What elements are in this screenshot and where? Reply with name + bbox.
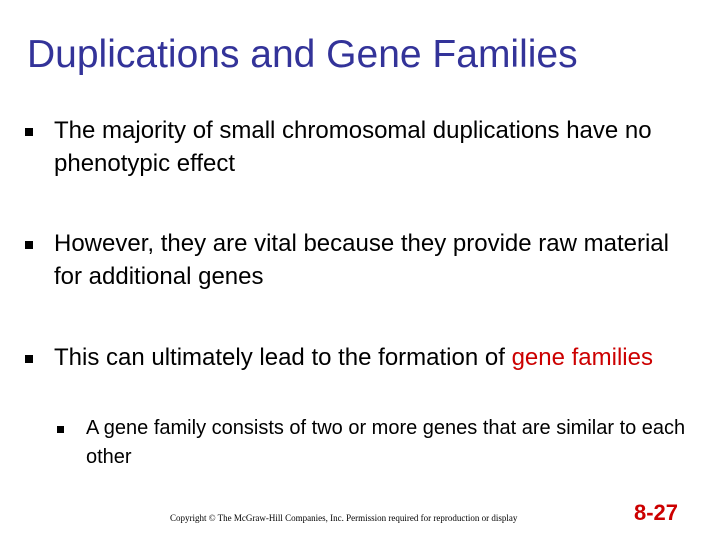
bullet-item: However, they are vital because they provide raw material for additional genes	[54, 230, 669, 290]
slide-title: Duplications and Gene Families	[27, 33, 578, 76]
bullet-item: The majority of small chromosomal duplications have no phenotypic effect	[54, 117, 652, 177]
bullet-marker	[25, 241, 33, 249]
highlighted-term: gene families	[511, 344, 653, 371]
bullet-text: This can ultimately lead to the formation of	[54, 344, 512, 371]
bullet-marker	[25, 355, 33, 363]
copyright-footer: Copyright © The McGraw-Hill Companies, Inc. Permission required for reproduction or display	[170, 513, 518, 523]
sub-bullet-item: A gene family consists of two or more genes that are similar to each other	[86, 417, 686, 468]
sub-bullet-marker	[57, 426, 64, 433]
bullet-marker	[25, 128, 33, 136]
bullet-item	[54, 341, 694, 374]
slide-number: 8-27	[634, 500, 679, 525]
